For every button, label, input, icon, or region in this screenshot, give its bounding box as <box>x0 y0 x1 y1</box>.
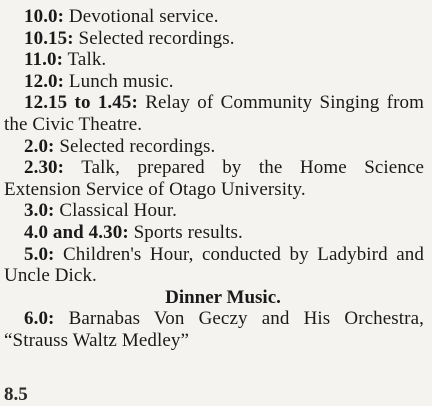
section-heading: Dinner Music. <box>165 286 281 308</box>
entry-classical-hour <box>4 200 424 222</box>
entry-text: Barnabas Von Geczy and His Orchestra, “Strauss Waltz Medley” <box>4 308 424 351</box>
entry-time: 10.15: <box>24 27 74 49</box>
entry-time: 2.0: <box>24 135 55 157</box>
entry-time: 3.0: <box>24 200 55 222</box>
entry-time: 4.0 and 4.30: <box>24 221 129 243</box>
entry-time: 2.30: <box>24 157 65 179</box>
entry-text: Relay of Community Singing from the Civic Theatre. <box>4 92 424 135</box>
entry-text: Children's Hour, conducted by Ladybird and Uncle Dick. <box>4 243 424 287</box>
entry-text: Devotional service. <box>64 6 219 27</box>
entry-time: 10.0: <box>24 6 65 27</box>
cut-off-line: 8.5 <box>4 384 28 405</box>
entry-time: 5.0: <box>24 243 55 265</box>
entry-text: Sports results. <box>128 221 243 243</box>
entry-lunch <box>4 71 424 93</box>
entry-text: Selected recordings. <box>73 27 235 49</box>
entry-text: Talk. <box>63 49 107 71</box>
entry-dinner-music <box>4 308 424 351</box>
entry-time: 12.15 to 1.45: <box>24 92 138 114</box>
entry-time: 6.0: <box>24 308 55 330</box>
entry-sports-results <box>4 222 424 244</box>
entry-text: Classical Hour. <box>54 200 177 222</box>
entry-talk <box>4 49 424 71</box>
entry-text: Talk, prepared by the Home Science Extension Service of Otago University. <box>4 157 424 200</box>
entry-childrens-hour <box>4 244 424 287</box>
entry-time: 11.0: <box>24 49 64 71</box>
entry-text: Selected recordings. <box>54 135 216 157</box>
entry-home-science-talk <box>4 157 424 200</box>
entry-community-singing <box>4 92 424 135</box>
entry-recordings-1 <box>4 28 424 50</box>
entry-time: 12.0: <box>24 70 65 92</box>
entry-text: Lunch music. <box>64 70 174 92</box>
entry-recordings-2 <box>4 136 424 158</box>
entry-devotional <box>4 6 424 28</box>
